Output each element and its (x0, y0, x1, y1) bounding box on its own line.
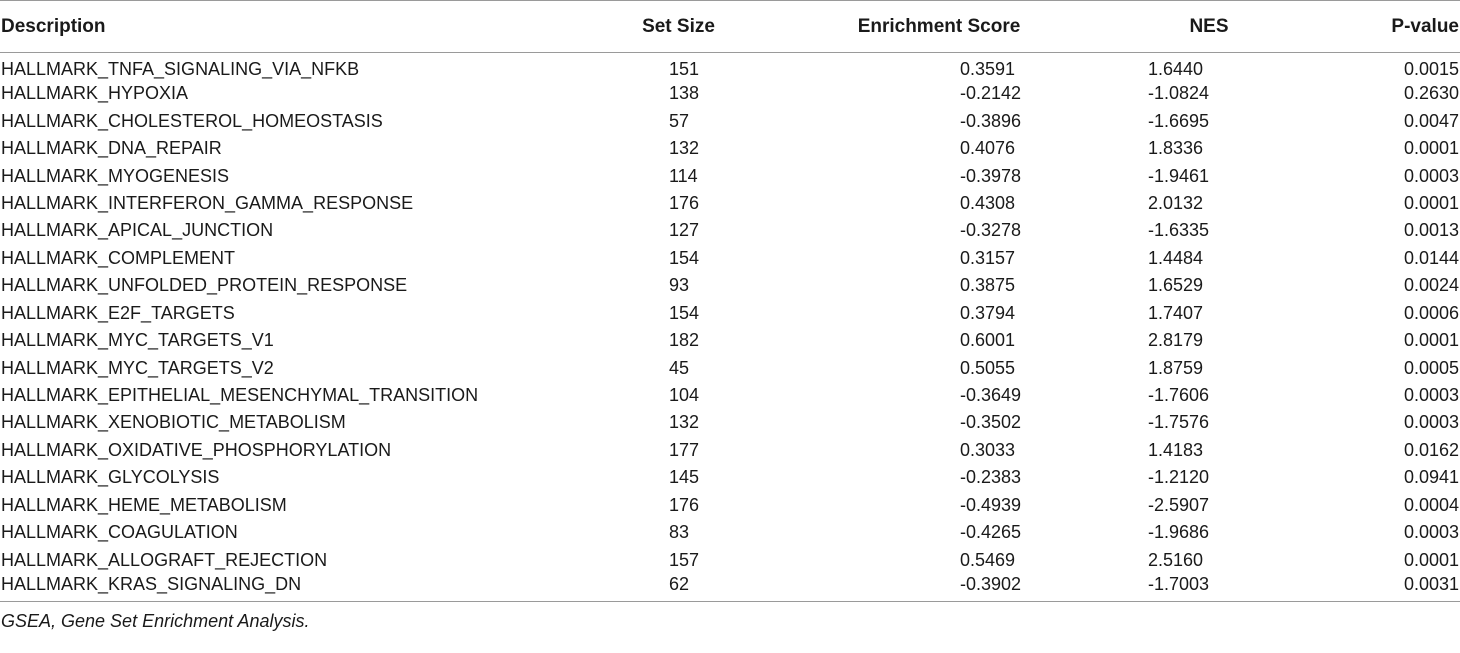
column-header-description: Description (0, 1, 580, 53)
cell-set-size: 93 (669, 275, 690, 296)
table-body (0, 53, 1460, 602)
table-row (0, 245, 1460, 272)
cell-enrichment-score: 0.4308 (960, 192, 1016, 213)
cell-set-size: 132 (669, 412, 700, 433)
cell-enrichment-score: 0.4076 (960, 138, 1016, 159)
cell-nes: -1.7606 (1148, 385, 1210, 406)
table-row (0, 327, 1460, 354)
table-row (0, 135, 1460, 162)
cell-p-value: 0.0001 (1403, 330, 1459, 351)
cell-description: HALLMARK_ALLOGRAFT_REJECTION (1, 549, 328, 570)
cell-nes: 1.4183 (1148, 439, 1204, 460)
cell-nes: 1.4484 (1148, 247, 1204, 268)
cell-set-size: 157 (669, 549, 700, 570)
cell-nes: -1.6335 (1148, 220, 1210, 241)
cell-nes: -1.6695 (1148, 110, 1210, 131)
cell-nes: 1.8759 (1148, 357, 1204, 378)
cell-description: HALLMARK_HYPOXIA (1, 83, 189, 104)
cell-set-size: 138 (669, 83, 700, 104)
cell-p-value: 0.0004 (1403, 494, 1459, 515)
table-row (0, 300, 1460, 327)
cell-set-size: 127 (669, 220, 700, 241)
table-footnote: GSEA, Gene Set Enrichment Analysis. (1, 610, 310, 631)
table-row (0, 574, 1460, 602)
cell-p-value: 0.0003 (1403, 412, 1459, 433)
cell-nes: 1.8336 (1148, 138, 1204, 159)
cell-nes: -1.0824 (1148, 83, 1210, 104)
cell-set-size: 151 (669, 59, 700, 79)
table-row (0, 190, 1460, 217)
cell-description: HALLMARK_GLYCOLYSIS (1, 467, 220, 488)
cell-p-value: 0.0001 (1403, 549, 1459, 570)
cell-p-value: 0.0013 (1403, 220, 1459, 241)
table-row (0, 409, 1460, 436)
cell-description: HALLMARK_DNA_REPAIR (1, 138, 222, 159)
cell-p-value: 0.0144 (1403, 247, 1459, 268)
cell-set-size: 177 (669, 439, 700, 460)
header-row (0, 1, 1460, 53)
cell-set-size: 62 (669, 573, 690, 594)
column-header-set-size: Set Size (580, 1, 777, 53)
cell-description: HALLMARK_HEME_METABOLISM (1, 494, 287, 515)
cell-description: HALLMARK_XENOBIOTIC_METABOLISM (1, 412, 346, 433)
table-row (0, 437, 1460, 464)
cell-set-size: 83 (669, 522, 690, 543)
column-header-enrichment-score: Enrichment Score (777, 1, 1101, 53)
cell-enrichment-score: 0.3157 (960, 247, 1016, 268)
cell-set-size: 114 (669, 165, 698, 186)
column-header-nes: NES (1101, 1, 1317, 53)
cell-p-value: 0.0001 (1403, 192, 1459, 213)
cell-description: HALLMARK_COAGULATION (1, 522, 238, 543)
cell-set-size: 182 (669, 330, 700, 351)
cell-enrichment-score: -0.4265 (960, 522, 1022, 543)
cell-enrichment-score: 0.3591 (960, 59, 1016, 79)
table-row (0, 354, 1460, 381)
cell-p-value: 0.0941 (1403, 467, 1459, 488)
cell-p-value: 0.0024 (1403, 275, 1459, 296)
table-row (0, 492, 1460, 519)
cell-description: HALLMARK_EPITHELIAL_MESENCHYMAL_TRANSITION (1, 385, 479, 406)
cell-p-value: 0.0003 (1403, 385, 1459, 406)
cell-p-value: 0.0003 (1403, 522, 1459, 543)
cell-description: HALLMARK_MYC_TARGETS_V1 (1, 330, 274, 351)
cell-set-size: 57 (669, 110, 690, 131)
cell-description: HALLMARK_MYC_TARGETS_V2 (1, 357, 274, 378)
table-row (0, 162, 1460, 189)
cell-enrichment-score: 0.5469 (960, 549, 1016, 570)
cell-set-size: 45 (669, 357, 690, 378)
cell-p-value: 0.0047 (1403, 110, 1459, 131)
cell-description: HALLMARK_KRAS_SIGNALING_DN (1, 573, 302, 594)
cell-p-value: 0.2630 (1403, 83, 1459, 104)
cell-enrichment-score: 0.5055 (960, 357, 1016, 378)
cell-nes: 1.7407 (1148, 302, 1204, 323)
cell-nes: 1.6529 (1148, 275, 1204, 296)
cell-nes: -1.7576 (1148, 412, 1210, 433)
cell-nes: -1.2120 (1148, 467, 1210, 488)
cell-p-value: 0.0005 (1403, 357, 1459, 378)
cell-description: HALLMARK_INTERFERON_GAMMA_RESPONSE (1, 192, 414, 213)
table-header (0, 1, 1460, 53)
cell-enrichment-score: -0.3896 (960, 110, 1022, 131)
cell-nes: -1.9686 (1148, 522, 1210, 543)
cell-nes: -1.9461 (1148, 165, 1210, 186)
cell-nes: 2.5160 (1148, 549, 1204, 570)
cell-enrichment-score: -0.3902 (960, 573, 1022, 594)
cell-nes: -1.7003 (1148, 573, 1210, 594)
cell-enrichment-score: -0.3649 (960, 385, 1022, 406)
table-row (0, 217, 1460, 244)
cell-enrichment-score: 0.3033 (960, 439, 1016, 460)
table-row (0, 519, 1460, 546)
cell-description: HALLMARK_APICAL_JUNCTION (1, 220, 274, 241)
cell-enrichment-score: -0.3978 (960, 165, 1022, 186)
cell-description: HALLMARK_UNFOLDED_PROTEIN_RESPONSE (1, 275, 408, 296)
table-row (0, 272, 1460, 299)
cell-nes: 2.0132 (1148, 192, 1204, 213)
cell-set-size: 104 (669, 385, 700, 406)
cell-description: HALLMARK_E2F_TARGETS (1, 302, 235, 323)
table-row (0, 382, 1460, 409)
cell-enrichment-score: -0.3278 (960, 220, 1022, 241)
cell-p-value: 0.0015 (1403, 59, 1459, 79)
cell-p-value: 0.0162 (1403, 439, 1459, 460)
table-row (0, 546, 1460, 573)
column-header-p-value: P-value (1317, 1, 1460, 53)
cell-description: HALLMARK_TNFA_SIGNALING_VIA_NFKB (1, 59, 360, 79)
cell-enrichment-score: 0.3875 (960, 275, 1016, 296)
table-row (0, 80, 1460, 107)
cell-p-value: 0.0031 (1403, 573, 1459, 594)
cell-description: HALLMARK_MYOGENESIS (1, 165, 230, 186)
cell-enrichment-score: -0.2383 (960, 467, 1022, 488)
cell-description: HALLMARK_OXIDATIVE_PHOSPHORYLATION (1, 439, 392, 460)
cell-set-size: 154 (669, 302, 700, 323)
cell-description: HALLMARK_COMPLEMENT (1, 247, 236, 268)
cell-set-size: 154 (669, 247, 700, 268)
cell-set-size: 132 (669, 138, 700, 159)
table-row (0, 53, 1460, 81)
cell-enrichment-score: 0.6001 (960, 330, 1016, 351)
cell-enrichment-score: -0.3502 (960, 412, 1022, 433)
cell-nes: 1.6440 (1148, 59, 1204, 79)
cell-p-value: 0.0001 (1403, 138, 1459, 159)
cell-description: HALLMARK_CHOLESTEROL_HOMEOSTASIS (1, 110, 383, 131)
cell-set-size: 176 (669, 494, 700, 515)
cell-enrichment-score: 0.3794 (960, 302, 1016, 323)
cell-nes: 2.8179 (1148, 330, 1204, 351)
cell-enrichment-score: -0.4939 (960, 494, 1022, 515)
cell-set-size: 176 (669, 192, 700, 213)
cell-p-value: 0.0006 (1403, 302, 1459, 323)
table-row (0, 464, 1460, 491)
cell-nes: -2.5907 (1148, 494, 1210, 515)
cell-set-size: 145 (669, 467, 700, 488)
cell-p-value: 0.0003 (1403, 165, 1459, 186)
cell-enrichment-score: -0.2142 (960, 83, 1022, 104)
table-row (0, 107, 1460, 134)
